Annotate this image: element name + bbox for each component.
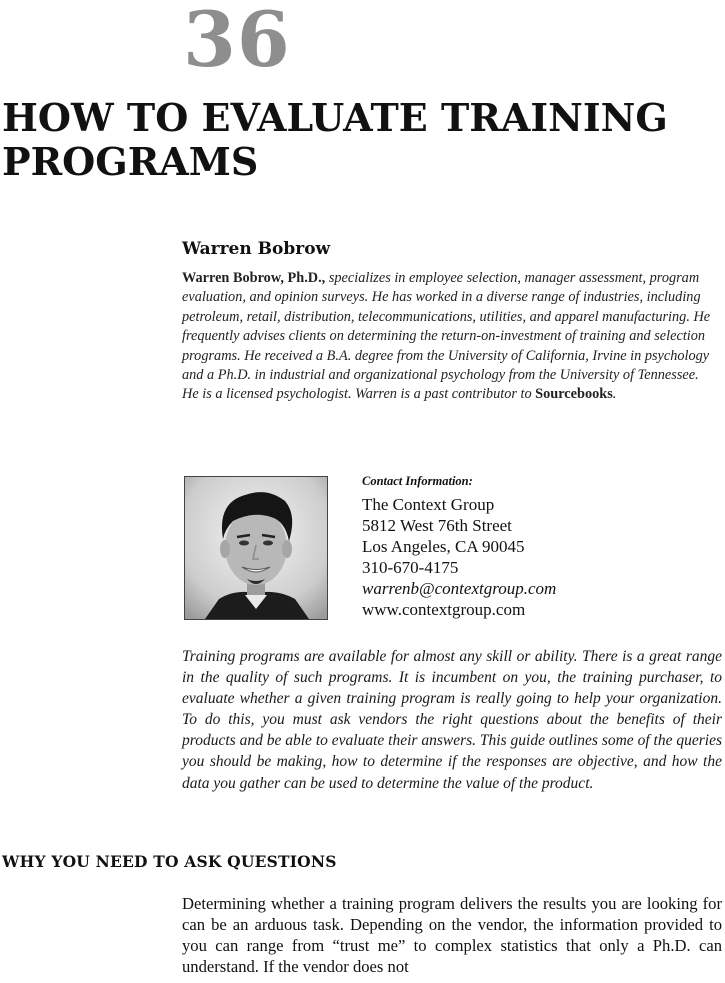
contact-street: 5812 West 76th Street	[362, 516, 512, 535]
bio-end: .	[612, 386, 617, 403]
contact-email[interactable]: warrenb@contextgroup.com	[362, 579, 557, 598]
chapter-intro: Training programs are available for almost any skill or ability. There is a great range in the quality of such programs. It is incumbent on you, the training purchaser, to evaluate whether a given training program is really going to help your organization. To do this, you must ask vendors the right questions about the benefits of their products and be able to evaluate their answers. This guide outlines some of the queries you should be making, how to determine if the responses are objective, and how the data you gather can be used to determine the value of the product.	[182, 648, 722, 792]
author-bio	[182, 269, 717, 405]
bio-source-title: Sourcebooks	[535, 386, 613, 403]
chapter-title: HOW TO EVALUATE TRAINING PROGRAMS	[2, 95, 668, 184]
section-body: Determining whether a training program delivers the results you are looking for can be an arduous task. Depending on the vendor, the information provided to you can range from “trust me” to complex statistics that only a Ph.D. can understand. If the vendor does not	[182, 894, 722, 976]
contact-city: Los Angeles, CA 90045	[362, 537, 525, 556]
author-name: Warren Bobrow	[182, 239, 331, 259]
author-portrait-image	[185, 477, 327, 619]
chapter-number: 36	[183, 0, 291, 84]
bio-author-name: Warren Bobrow, Ph.D.,	[182, 270, 326, 286]
section-heading: WHY YOU NEED TO ASK QUESTIONS	[2, 852, 337, 871]
bio-text: specializes in employee selection, manager assessment, program evaluation, and opinion surveys. He has worked in a diverse range of industries, including petroleum, retail, distribution, telecommunications, utilities, and apparel manufacturing. He frequently advises clients on determining the return-on-investment of training and selection programs. He received a B.A. degree from the University of California, Irvine in psychology and a Ph.D. in industrial and organizational psychology from the University of Tennessee. He is a licensed psychologist. Warren is a past contributor to	[182, 270, 711, 403]
author-photo	[184, 476, 328, 620]
contact-phone: 310-670-4175	[362, 558, 459, 577]
contact-website[interactable]: www.contextgroup.com	[362, 600, 526, 619]
contact-company: The Context Group	[362, 495, 495, 514]
contact-label: Contact Information:	[362, 474, 473, 488]
contact-block	[362, 474, 702, 620]
